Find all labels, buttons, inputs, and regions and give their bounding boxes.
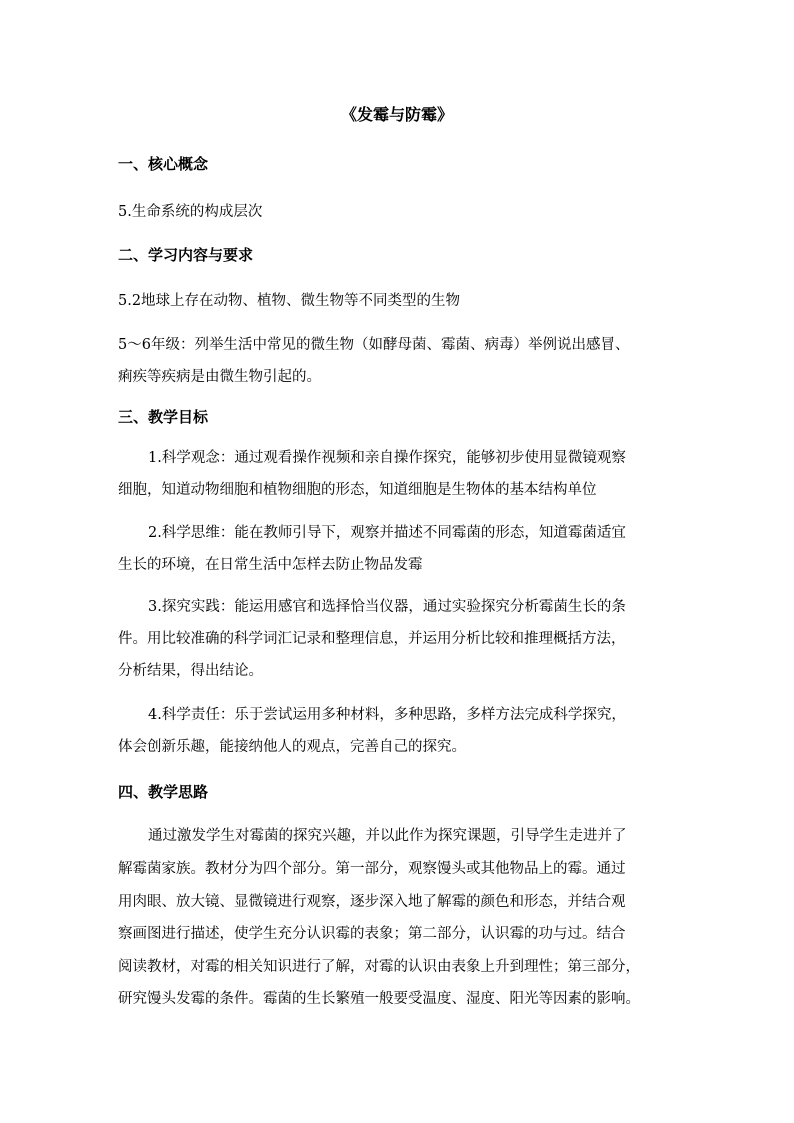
approach-line-1: 通过激发学生对霉菌的探究兴趣，并以此作为探究课题，引导学生走进并了 xyxy=(148,828,627,844)
section-heading-teaching-approach: 四、教学思路 xyxy=(118,783,209,801)
document-title: 《发霉与防霉》 xyxy=(340,105,453,124)
goal-3-line-2: 件。用比较准确的科学词汇记录和整理信息，并运用分析比较和推理概括方法， xyxy=(118,631,626,647)
paragraph-grade-requirement-line-2: 痢疾等疾病是由微生物引起的。 xyxy=(118,369,321,385)
approach-line-2: 解霉菌家族。教材分为四个部分。第一部分，观察馒头或其他物品上的霉。通过 xyxy=(118,861,626,877)
section-heading-teaching-goals: 三、教学目标 xyxy=(118,408,209,426)
goal-3-line-3: 分析结果，得出结论。 xyxy=(118,663,263,679)
paragraph-core-concept: 5.生命系统的构成层次 xyxy=(118,204,263,220)
goal-4-line-1: 4.科学责任：乐于尝试运用多种材料，多种思路，多样方法完成科学探究， xyxy=(148,707,626,723)
goal-2-line-1: 2.科学思维：能在教师引导下，观察并描述不同霉菌的形态，知道霉菌适宜 xyxy=(148,525,626,541)
goal-4-line-2: 体会创新乐趣，能接纳他人的观点，完善自己的探究。 xyxy=(118,739,466,755)
approach-line-6: 研究馒头发霉的条件。霉菌的生长繁殖一般要受温度、湿度、阳光等因素的影响。 xyxy=(118,991,640,1007)
approach-line-4: 察画图进行描述，使学生充分认识霉的表象；第二部分，认识霉的功与过。结合 xyxy=(118,926,626,942)
goal-2-line-2: 生长的环境，在日常生活中怎样去防止物品发霉 xyxy=(118,557,423,573)
section-heading-core-concept: 一、核心概念 xyxy=(118,155,209,173)
goal-3-line-1: 3.探究实践：能运用感官和选择恰当仪器，通过实验探究分析霉菌生长的条 xyxy=(148,599,626,615)
goal-1-line-2: 细胞，知道动物细胞和植物细胞的形态，知道细胞是生物体的基本结构单位 xyxy=(118,482,597,498)
section-heading-learning-content: 二、学习内容与要求 xyxy=(118,246,254,264)
paragraph-grade-requirement-line-1: 5～6年级：列举生活中常见的微生物（如酵母菌、霉菌、病毒）举例说出感冒、 xyxy=(118,337,630,353)
paragraph-learning-content: 5.2地球上存在动物、植物、微生物等不同类型的生物 xyxy=(118,293,461,309)
goal-1-line-1: 1.科学观念：通过观看操作视频和亲自操作探究，能够初步使用显微镜观察 xyxy=(148,450,626,466)
approach-line-3: 用肉眼、放大镜、显微镜进行观察，逐步深入地了解霉的颜色和形态，并结合观 xyxy=(118,894,626,910)
approach-line-5: 阅读教材，对霉的相关知识进行了解，对霉的认识由表象上升到理性；第三部分， xyxy=(118,959,640,975)
